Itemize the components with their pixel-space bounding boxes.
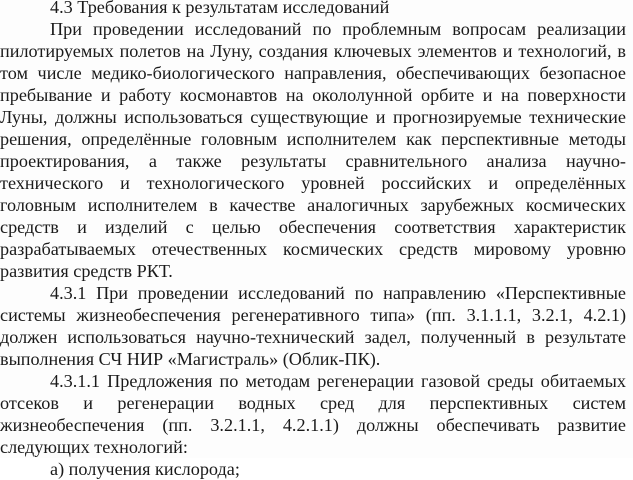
paragraph-line: 4.3.1.1 Предложения по методам регенерации газовой среды обитаемых	[50, 371, 626, 391]
paragraph-line: Луны, должны использоваться существующие и прогнозируемые технические	[0, 107, 626, 127]
paragraph-line: пребывание и работу космонавтов на окололунной орбите и на поверхности	[0, 85, 626, 105]
paragraph-line: технического и технологического уровней российских и определённых	[0, 173, 626, 193]
paragraph-line: развития средств РКТ.	[0, 261, 173, 281]
paragraph-line: 4.3.1 При проведении исследований по направлению «Перспективные	[50, 283, 626, 303]
paragraph-line: должен использоваться научно-технический задел, полученный в результате	[0, 327, 626, 347]
paragraph-line: системы жизнеобеспечения регенеративного типа» (пп. 3.1.1.1, 3.2.1, 4.2.1)	[0, 305, 626, 325]
paragraph-line: средств и изделий с целью обеспечения соответствия характеристик	[0, 217, 626, 237]
section-heading: 4.3 Требования к результатам исследований	[50, 0, 390, 17]
paragraph-line: пилотируемых полетов на Луну, создания ключевых элементов и технологий, в	[0, 41, 626, 61]
paragraph-line: выполнения СЧ НИР «Магистраль» (Облик-ПК).	[0, 349, 381, 369]
list-item: а) получения кислорода;	[50, 459, 240, 479]
paragraph-line: разрабатываемых отечественных космических средств мировому уровню	[0, 239, 626, 259]
paragraph-line: отсеков и регенерации водных сред для перспективных систем	[0, 393, 626, 413]
paragraph-line: головным исполнителем в качестве аналогичных зарубежных космических	[0, 195, 626, 215]
paragraph-line: решения, определённые головным исполнителем как перспективные методы	[0, 129, 626, 149]
paragraph-line: При проведении исследований по проблемным вопросам реализации	[50, 19, 626, 39]
paragraph-line: жизнеобеспечения (пп. 3.2.1.1, 4.2.1.1) должны обеспечивать развитие	[0, 415, 626, 435]
paragraph-line: том числе медико-биологического направления, обеспечивающих безопасное	[0, 63, 626, 83]
paragraph-line: проектирования, а также результаты сравнительного анализа научно-	[0, 151, 626, 171]
paragraph-line: следующих технологий:	[0, 437, 188, 457]
